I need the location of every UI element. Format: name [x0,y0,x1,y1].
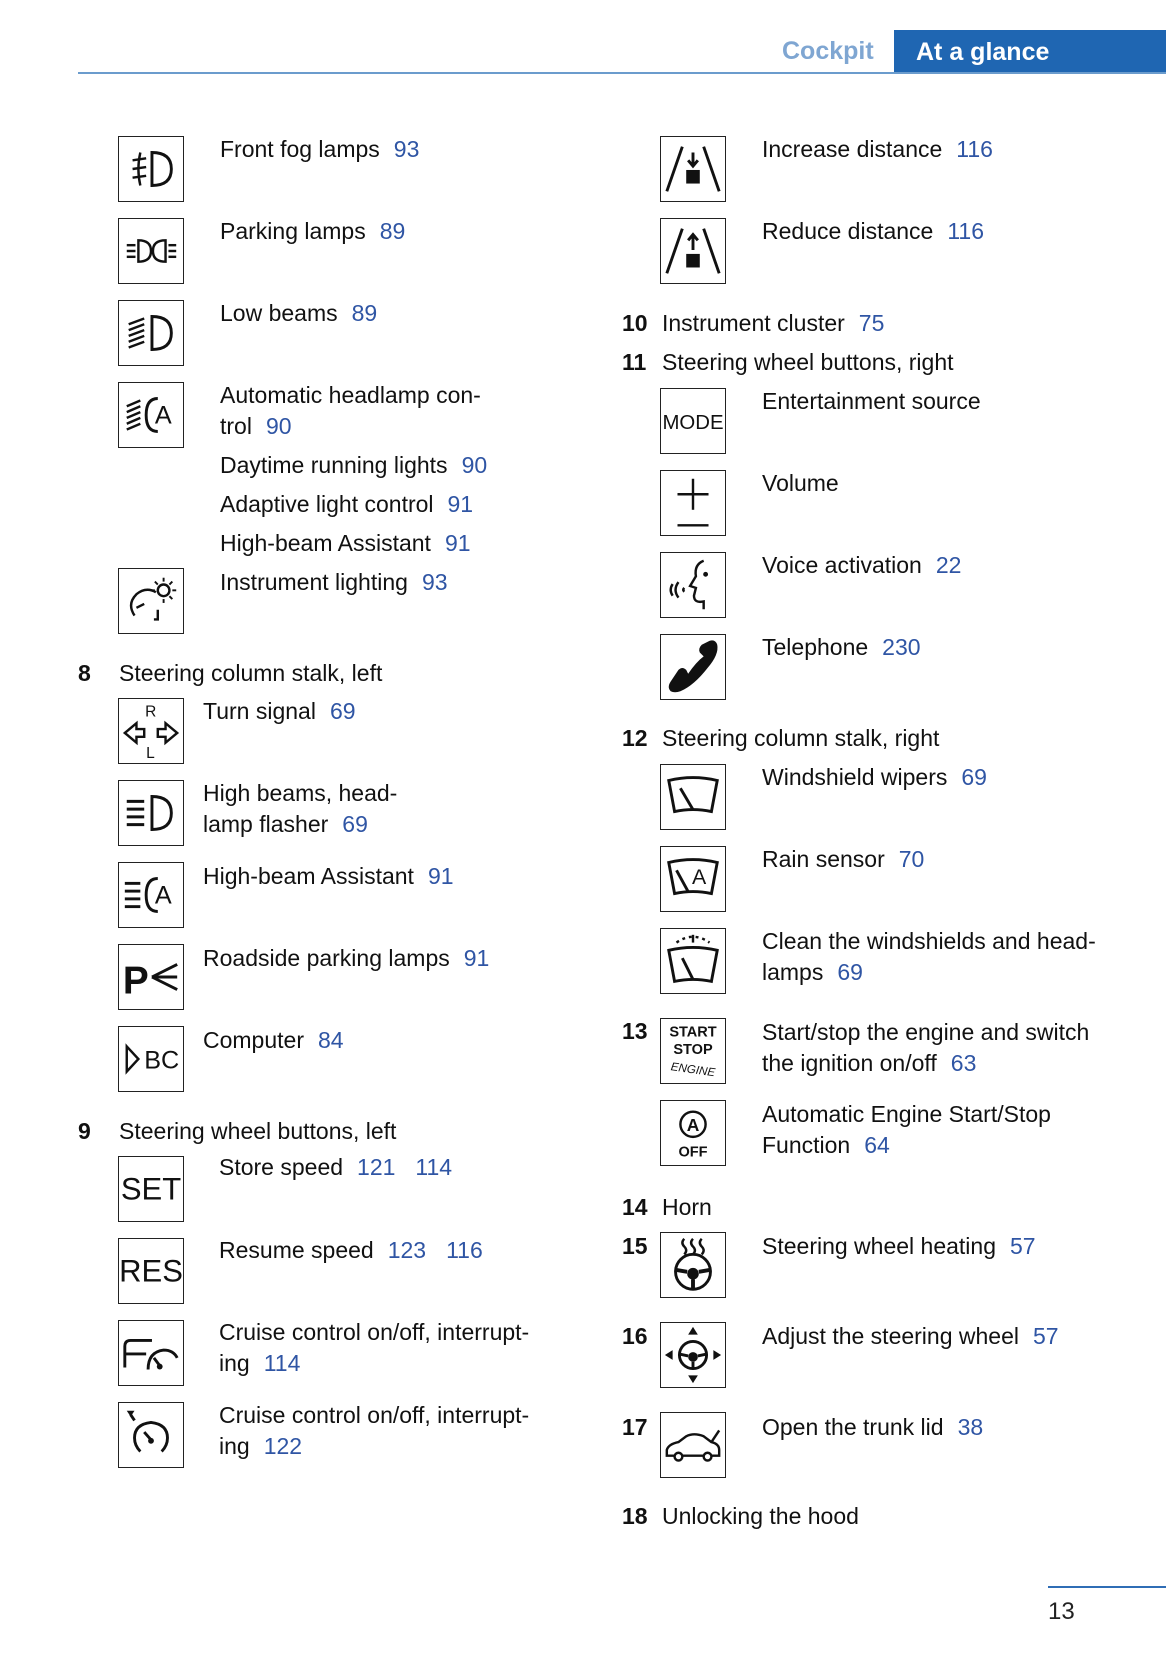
section-title: Steering wheel buttons, right [662,349,954,375]
section-number: 11 [622,349,647,375]
page-ref[interactable]: 114 [415,1154,453,1180]
section-number: 15 [622,1233,648,1259]
svg-text:R: R [145,703,157,721]
section-item: Steering wheel heating 57 [762,1233,1036,1259]
washer-icon [660,928,726,994]
section-title: Unlocking the hood [662,1503,859,1529]
light-item: Low beams 89 [220,300,378,326]
adjust-steering-wheel-icon [660,1322,726,1388]
auto-start-stop-off-icon [660,1100,726,1166]
wheel-button-item: Volume [762,470,839,496]
page-ref[interactable]: 116 [956,136,993,162]
section-number: 8 [78,660,91,686]
ignition-item: Start/stop the engine and switch [762,1019,1090,1045]
stalk-item: Windshield wipers 69 [762,764,987,790]
page-ref[interactable]: 91 [463,945,490,971]
wheel-button-item: Cruise control on/off, interrupt- [219,1319,530,1345]
section-number: 12 [622,725,648,751]
telephone-icon [660,634,726,700]
svg-text:P: P [122,959,149,1003]
ignition-item: Automatic Engine Start/Stop [762,1101,1051,1127]
section-number: 10 [622,310,648,336]
stalk-item: lamps 69 [762,959,863,985]
header-rule [78,72,1166,74]
light-item: Daytime running lights 90 [220,452,488,478]
svg-text:ENGINE: ENGINE [669,1060,716,1080]
reduce-distance-icon [660,218,726,284]
stalk-item: High beams, head- [203,780,398,806]
high-beam-assistant-icon [118,862,184,928]
wheel-button-item: Store speed 121 114 [219,1154,453,1180]
light-item: Automatic headlamp con- [220,382,481,408]
light-item: Adaptive light control 91 [220,491,474,517]
page-ref[interactable]: 91 [444,530,471,556]
svg-text:RES: RES [119,1253,183,1289]
page-ref[interactable]: 75 [858,310,885,336]
wheel-button-item: Resume speed 123 116 [219,1237,483,1263]
trunk-lid-icon [660,1412,726,1478]
cruise-control-dial-icon [118,1402,184,1468]
footer-rule [1048,1586,1166,1588]
page-ref[interactable]: 91 [427,863,454,889]
stalk-item: Rain sensor 70 [762,846,925,872]
svg-text:STOP: STOP [673,1041,713,1058]
res-icon [118,1238,184,1304]
stalk-item: Clean the windshields and head- [762,928,1096,954]
stalk-item: Computer 84 [203,1027,344,1053]
wheel-button-item: Cruise control on/off, interrupt- [219,1402,530,1428]
section-title: Steering column stalk, right [662,725,940,751]
high-beams-icon [118,780,184,846]
low-beams-icon [118,300,184,366]
page-ref[interactable]: 121 [357,1154,396,1180]
roadside-parking-lamps-icon [118,944,184,1010]
svg-text:OFF: OFF [678,1144,708,1161]
section-title: Cockpit [782,37,874,65]
page-ref[interactable]: 89 [351,300,378,326]
start-stop-engine-icon [660,1018,726,1084]
page-ref[interactable]: 69 [342,811,368,837]
section-title: Horn [662,1194,712,1220]
svg-text:A: A [692,864,707,889]
page-ref[interactable]: 69 [837,959,863,985]
svg-text:A: A [686,1115,700,1136]
section-title: Steering wheel buttons, left [119,1118,397,1144]
section-title: Instrument cluster 75 [662,310,885,336]
cruise-control-icon [118,1320,184,1386]
section-item: Open the trunk lid 38 [762,1414,984,1440]
page-ref[interactable]: 69 [329,698,356,724]
wheel-button-item: ing 122 [219,1433,303,1459]
light-item: Parking lamps 89 [220,218,406,244]
ignition-item: the ignition on/off 63 [762,1050,977,1076]
mode-icon [660,388,726,454]
page-ref[interactable]: 123 [387,1237,427,1263]
page-ref[interactable]: 64 [864,1132,890,1158]
page-ref[interactable]: 90 [461,452,488,478]
stalk-item: lamp flasher 69 [203,811,368,837]
section-number: 16 [622,1323,648,1349]
page-ref[interactable]: 70 [898,846,925,872]
light-item: Instrument lighting 93 [220,569,448,595]
rain-sensor-icon [660,846,726,912]
distance-item: Reduce distance 116 [762,218,985,244]
page-ref[interactable]: 122 [263,1433,303,1459]
svg-text:START: START [669,1024,717,1041]
wheel-button-item: Entertainment source [762,388,981,414]
page-ref[interactable]: 116 [947,218,985,244]
section-item: Adjust the steering wheel 57 [762,1323,1059,1349]
distance-item: Increase distance 116 [762,136,993,162]
page-ref[interactable]: 93 [421,569,448,595]
section-number: 14 [622,1194,648,1220]
voice-activation-icon [660,552,726,618]
page-ref[interactable]: 57 [1010,1233,1036,1259]
svg-text:L: L [146,745,155,763]
automatic-headlamp-icon [118,382,184,448]
page-ref[interactable]: 89 [379,218,406,244]
light-item: Front fog lamps 93 [220,136,420,162]
light-item: trol 90 [220,413,292,439]
wheel-button-item: ing 114 [219,1350,301,1376]
instrument-lighting-icon [118,568,184,634]
computer-bc-icon [118,1026,184,1092]
page-ref[interactable]: 91 [447,491,474,517]
wheel-button-item: Telephone 230 [762,634,921,660]
svg-text:BC: BC [144,1046,180,1075]
set-icon [118,1156,184,1222]
windshield-wipers-icon [660,764,726,830]
page-ref[interactable]: 90 [265,413,292,439]
page-ref[interactable]: 230 [882,634,921,660]
page-ref[interactable]: 84 [317,1027,344,1053]
page-ref[interactable]: 57 [1033,1323,1059,1349]
chapter-tab: At a glance [894,30,1166,74]
section-number: 13 [622,1018,648,1044]
page-ref[interactable]: 38 [957,1414,984,1440]
svg-text:SET: SET [120,1171,182,1207]
page-ref[interactable]: 114 [263,1350,301,1376]
page-number: 13 [1048,1598,1075,1625]
svg-text:A: A [154,401,172,430]
front-fog-lamps-icon [118,136,184,202]
steering-wheel-heating-icon [660,1232,726,1298]
volume-icon [660,470,726,536]
turn-signal-icon [118,698,184,764]
section-number: 9 [78,1118,91,1144]
parking-lamps-icon [118,218,184,284]
stalk-item: Turn signal 69 [203,698,356,724]
page-ref[interactable]: 116 [446,1237,483,1263]
stalk-item: High-beam Assistant 91 [203,863,454,889]
section-number: 17 [622,1414,648,1440]
svg-text:MODE: MODE [662,411,724,434]
increase-distance-icon [660,136,726,202]
wheel-button-item: Voice activation 22 [762,552,962,578]
light-item: High-beam Assistant 91 [220,530,471,556]
page-ref[interactable]: 93 [393,136,420,162]
page-ref[interactable]: 22 [935,552,962,578]
section-number: 18 [622,1503,648,1529]
section-title: Steering column stalk, left [119,660,383,686]
svg-text:A: A [154,881,172,910]
stalk-item: Roadside parking lamps 91 [203,945,490,971]
page-ref[interactable]: 63 [950,1050,977,1076]
page-ref[interactable]: 69 [961,764,987,790]
ignition-item: Function 64 [762,1132,890,1158]
